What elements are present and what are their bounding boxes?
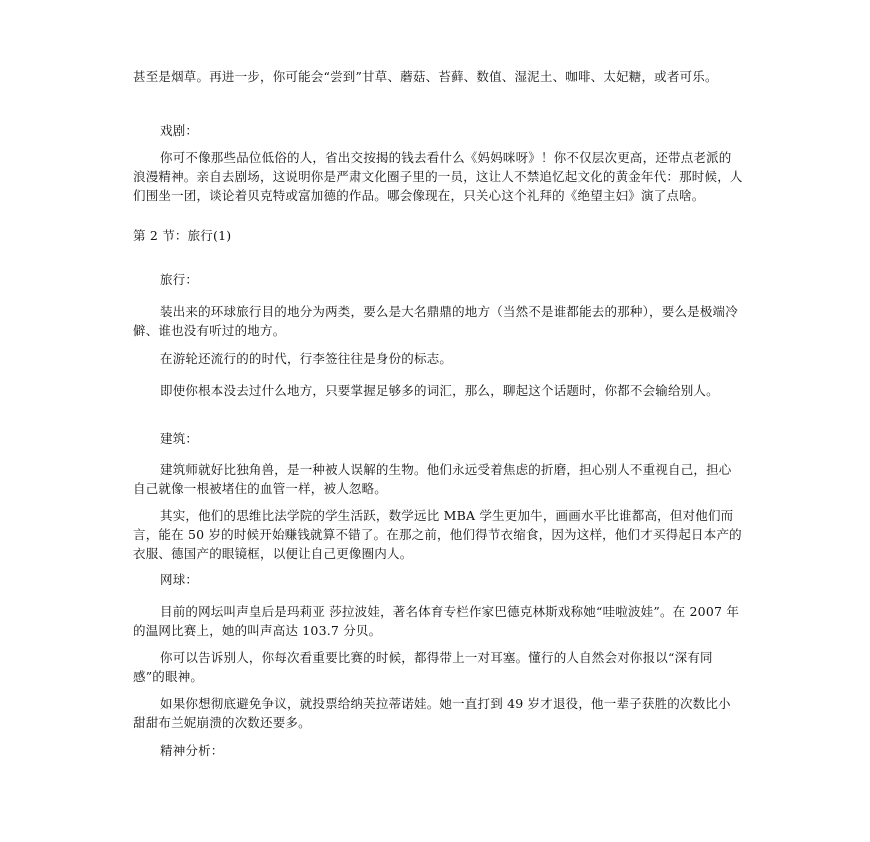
paragraph-travel-2: 在游轮还流行的的时代，行李签往往是身份的标志。 [160,351,453,366]
section-title: 第 2 节：旅行(1) [133,228,232,243]
paragraph-travel-3: 即使你根本没去过什么地方，只要掌握足够多的词汇，那么，聊起这个话题时，你都不会输给别人。 [160,383,719,398]
paragraph-architecture-2: 其实，他们的思维比法学院的学生活跃，数学远比 MBA 学生更加牛，画画水平比谁都高，但对他们而言，能在 50 岁的时候开始赚钱就算不错了。在那之前，他们得节衣缩食，因为这样，他们才买得起日本产的衣服、德国产的眼镜框，以便让自己更像圈内人。 [133,508,742,561]
paragraph-architecture-1: 建筑师就好比独角兽，是一种被人误解的生物。他们永远受着焦虑的折磨，担心别人不重视自己，担心自己就像一根被堵住的血管一样，被人忽略。 [133,462,732,496]
paragraph-travel-1: 装出来的环球旅行目的地分为两类，要么是大名鼎鼎的地方（当然不是谁都能去的那种），要么是极端冷僻、谁也没有听过的地方。 [133,304,738,338]
paragraph-intro: 甚至是烟草。再进一步，你可能会“尝到”甘草、蘑菇、苔藓、数值、湿泥土、咖啡、太妃糖，或者可乐。 [133,69,718,84]
paragraph-tennis-3: 如果你想彻底避免争议，就投票给纳芙拉蒂诺娃。她一直打到 49 岁才退役，他一辈子获胜的次数比小甜甜布兰妮崩溃的次数还要多。 [133,696,731,730]
heading-travel: 旅行： [160,272,199,287]
paragraph-tennis-1: 目前的网坛叫声皇后是玛莉亚 莎拉波娃，著名体育专栏作家巴德克林斯戏称她“哇啦波娃”。在 2007 年的温网比赛上，她的叫声高达 103.7 分贝。 [133,604,740,638]
heading-psychoanalysis: 精神分析： [160,743,224,758]
paragraph-tennis-2: 你可以告诉别人，你每次看重要比赛的时候，都得带上一对耳塞。懂行的人自然会对你报以“深有同感”的眼神。 [133,650,713,684]
heading-drama: 戏剧： [160,123,199,138]
heading-architecture: 建筑： [160,431,199,446]
paragraph-drama: 你可不像那些品位低俗的人，省出交按揭的钱去看什么《妈妈咪呀》！你不仅层次更高，还带点老派的浪漫精神。亲自去剧场，这说明你是严肃文化圈子里的一员，这让人不禁追忆起文化的黄金年代：那时候，人们围坐一团，谈论着贝克特或富加德的作品。哪会像现在，只关心这个礼拜的《绝望主妇》演了点啥。 [133,150,743,203]
heading-tennis: 网球： [160,572,199,587]
